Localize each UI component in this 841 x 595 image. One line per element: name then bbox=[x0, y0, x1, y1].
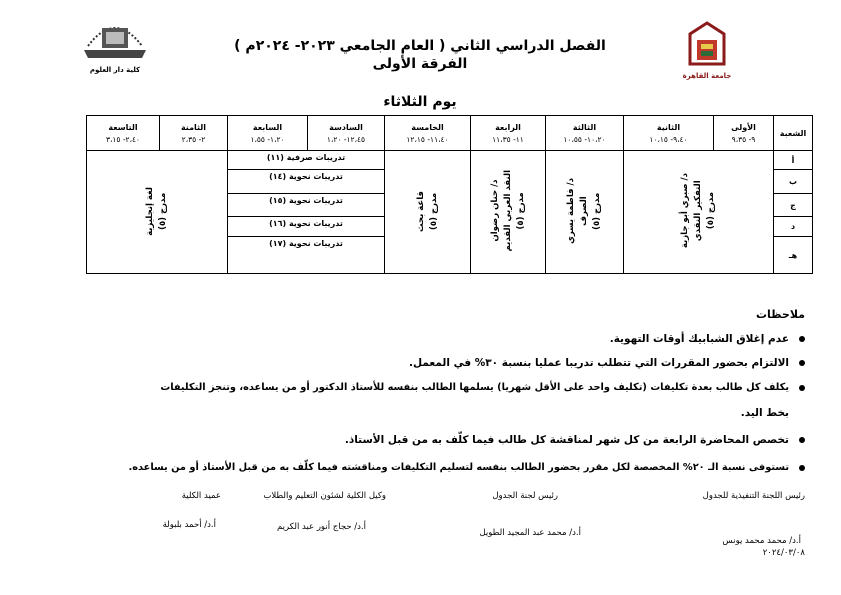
period-name: الثالثة bbox=[572, 122, 597, 132]
training-cell: تدريبات نحوية (١٥) bbox=[228, 194, 385, 217]
period-time: ٢،٤٠- ٣،١٥ bbox=[105, 134, 141, 144]
schedule-table bbox=[86, 115, 813, 274]
notes-heading: ملاحظات bbox=[756, 308, 805, 321]
signature-title: رئيس لجنة الجدول bbox=[492, 491, 558, 501]
lecture-cell bbox=[385, 151, 471, 274]
period-name: السابعة bbox=[252, 122, 283, 132]
section-header: الشعبة bbox=[774, 116, 813, 151]
faculty-emblem-icon bbox=[78, 12, 152, 62]
period-time: ١١- ١١،٣٥ bbox=[492, 134, 524, 144]
period-name: التاسعة bbox=[108, 122, 138, 132]
university-name: جامعة القاهرة bbox=[682, 72, 732, 80]
signature-name: أ.د/ حجاج أنور عبد الكريم bbox=[276, 522, 366, 532]
period-header bbox=[385, 116, 471, 151]
period-name: الرابعة bbox=[495, 122, 521, 132]
note-item: يكلف كل طالب بعدة تكليفات (تكليف واحد على الأقل شهريا) يسلمها الطالب بنفسه للأستاذ الدكتور أو من يساعده، وتنجز التكليفات bbox=[160, 382, 805, 393]
year-title: الفرقة الأولى bbox=[372, 56, 468, 72]
signature-name: أ.د/ محمد محمد يونس bbox=[722, 536, 801, 546]
period-name: الأولى bbox=[731, 122, 756, 132]
section-label: د bbox=[774, 217, 813, 237]
note-item: الالتزام بحضور المقررات التي تتطلب تدريبا عمليا بنسبة ٣٠% في المعمل. bbox=[409, 357, 805, 369]
lecture-text: لغة إنجليزية مدرج (٥) bbox=[145, 186, 168, 236]
training-cell: تدريبات نحوية (١٤) bbox=[228, 170, 385, 194]
lecture-text: د/ حنان رضوان النقد العربي القديم مدرج (٥) bbox=[489, 170, 526, 252]
period-name: الخامسة bbox=[411, 122, 444, 132]
faculty-logo bbox=[78, 12, 152, 74]
period-header bbox=[546, 116, 624, 151]
table-row bbox=[87, 151, 813, 170]
day-title: يوم الثلاثاء bbox=[383, 94, 457, 110]
training-cell: تدريبات صرفية (١١) bbox=[228, 151, 385, 170]
training-cell: تدريبات نحوية (١٧) bbox=[228, 237, 385, 274]
period-name: الثانية bbox=[656, 122, 681, 132]
signature-name: أ.د/ أحمد بلبولة bbox=[162, 520, 216, 530]
signature-title: رئيس اللجنة التنفيذية للجدول bbox=[702, 491, 805, 501]
faculty-name: كلية دار العلوم bbox=[89, 66, 141, 74]
period-header bbox=[471, 116, 546, 151]
period-name: السادسة bbox=[329, 122, 363, 132]
note-item: عدم إغلاق الشبابيك أوقات التهوية. bbox=[610, 333, 805, 345]
period-time: ١،٢٠- ١،٥٥ bbox=[250, 134, 285, 144]
lecture-text: د/ فاطمة يسري الصرف مدرج (٥) bbox=[566, 178, 602, 244]
bullet-icon bbox=[799, 437, 805, 443]
lecture-cell bbox=[87, 151, 228, 274]
university-logo bbox=[682, 20, 732, 78]
lecture-cell bbox=[471, 151, 546, 274]
period-header bbox=[308, 116, 385, 151]
section-label: ب bbox=[774, 170, 813, 194]
section-label: أ bbox=[774, 151, 813, 170]
signature-title: وكيل الكلية لشئون التعليم والطلاب bbox=[263, 491, 386, 501]
period-time: ٩- ٩،٣٥ bbox=[731, 134, 756, 144]
section-label: هـ bbox=[774, 237, 813, 274]
period-time: ١٢،٤٥- ١،٢٠ bbox=[326, 134, 366, 144]
section-label: ج bbox=[774, 194, 813, 217]
bullet-icon bbox=[799, 465, 805, 471]
period-header bbox=[87, 116, 160, 151]
period-name: الثامنة bbox=[180, 122, 207, 132]
note-item: تستوفى نسبة الـ ٢٠% المخصصة لكل مقرر بحضور الطالب بنفسه لتسليم التكليفات ومناقشته فيما كلّف به من قبل الأستاذ أو من يساعده. bbox=[129, 462, 806, 473]
bullet-icon bbox=[799, 360, 805, 366]
period-time: ١١،٤٠- ١٢،١٥ bbox=[406, 134, 449, 144]
lecture-cell bbox=[624, 151, 774, 274]
lecture-text: د/ صبري أبو جازية التفكير النقدي مدرج (٥) bbox=[680, 173, 716, 249]
bullet-icon bbox=[799, 336, 805, 342]
university-emblem-icon bbox=[682, 20, 732, 68]
period-time: ١٠،٢٠- ١٠،٥٥ bbox=[563, 134, 606, 144]
signature-title: عميد الكلية bbox=[181, 491, 221, 501]
lecture-cell bbox=[546, 151, 624, 274]
signature-date: ٢٠٢٤/٠٣/٠٨ bbox=[762, 548, 805, 558]
bullet-icon bbox=[799, 385, 805, 391]
period-time: ٢- ٢،٣٥ bbox=[181, 134, 206, 144]
period-header bbox=[160, 116, 228, 151]
note-item: تخصص المحاضرة الرابعة من كل شهر لمناقشة كل طالب فيما كلّف به من قبل الأستاذ. bbox=[345, 434, 805, 446]
period-header bbox=[228, 116, 308, 151]
note-continuation: بخط اليد. bbox=[740, 407, 789, 419]
training-cell: تدريبات نحوية (١٦) bbox=[228, 217, 385, 237]
period-time: ٩،٤٠- ١٠،١٥ bbox=[649, 134, 688, 144]
header-row bbox=[87, 116, 813, 151]
lecture-text: قاعة بحث مدرج (٥) bbox=[415, 190, 439, 232]
semester-title: الفصل الدراسي الثاني ( العام الجامعي ٢٠٢٣- ٢٠٢٤م ) bbox=[234, 38, 606, 54]
signature-name: أ.د/ محمد عبد المجيد الطويل bbox=[479, 528, 581, 538]
period-header bbox=[714, 116, 774, 151]
period-header bbox=[624, 116, 714, 151]
